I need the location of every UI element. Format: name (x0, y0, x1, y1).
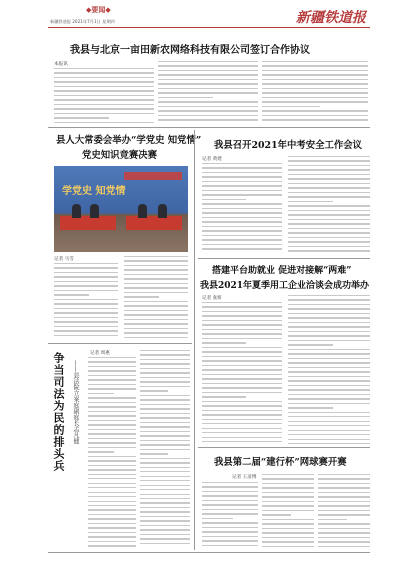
bottom-article-title: 我县第二届“建行杯”网球赛开赛 (214, 457, 347, 468)
contest-photo (54, 166, 188, 252)
bottom-article-body-col3 (318, 474, 370, 548)
page-meta: 新疆铁道报 2021年7月1日 星期四 (50, 19, 115, 24)
left-bottom-body-col1 (88, 357, 136, 547)
left-bottom-byline: 记者 周惠 (90, 351, 110, 356)
platform-article-body-col2 (288, 295, 370, 444)
photo-article-divider (48, 343, 192, 344)
photo-article-byline: 记者 马雪 (54, 257, 74, 262)
vertical-article-title: 争当司法为民的排头兵 (52, 352, 65, 472)
photo-article-title-2: 党史知识竞赛决赛 (82, 150, 158, 161)
photo-person-3 (138, 204, 147, 218)
top-article-divider (48, 127, 370, 128)
platform-article-byline: 记者 张妍 (202, 296, 222, 301)
platform-article-title-1: 搭建平台助就业 促进对接解“两难” (212, 266, 352, 276)
left-bottom-body-col2 (140, 350, 190, 547)
header-rule (48, 27, 370, 28)
photo-person-2 (90, 204, 99, 218)
activity-article-title: 我县召开2021年中考安全工作会议 (214, 140, 362, 151)
photo-person-1 (72, 204, 81, 218)
activity-article-byline: 记者 黄建 (202, 157, 222, 162)
photo-desk-left (60, 216, 116, 230)
top-article-body-col2 (158, 61, 258, 124)
footer-rule (48, 552, 370, 553)
platform-article-divider (198, 447, 370, 448)
platform-article-title-2: 我县2021年夏季用工企业洽谈会成功举办 (200, 281, 370, 291)
bottom-article-body-col1 (202, 482, 258, 548)
masthead: 新疆铁道报 (296, 10, 366, 26)
bottom-article-body-col2 (262, 474, 314, 548)
vertical-article-subtitle: ——县法院立案庭副庭长孟凡健 (72, 360, 79, 444)
activity-article-divider (198, 258, 370, 259)
page-label: ◆要闻◆ (86, 6, 111, 14)
photo-article-body-col2 (124, 256, 188, 339)
bottom-article-byline: 记者 王彦博 (232, 475, 257, 480)
top-article-title: 我县与北京一亩田新农网络科技有限公司签订合作协议 (70, 45, 310, 56)
photo-article-title-1: 县人大常委会举办“学党史 知党情” (56, 135, 202, 146)
center-column-rule (194, 130, 195, 550)
platform-article-body-col1 (202, 302, 282, 444)
photo-person-4 (158, 204, 167, 218)
photo-desk-right (126, 216, 182, 230)
photo-banner (124, 172, 182, 180)
activity-article-body-col1 (202, 163, 282, 253)
page-header (0, 0, 400, 30)
top-article-body-col3 (262, 61, 368, 124)
top-article-body-col1 (54, 68, 154, 124)
photo-backdrop-sign: 学党史 知党情 (62, 186, 126, 197)
photo-article-body-col1 (54, 263, 118, 339)
activity-article-body-col2 (288, 156, 370, 253)
top-article-byline: 本报讯 (54, 62, 68, 67)
